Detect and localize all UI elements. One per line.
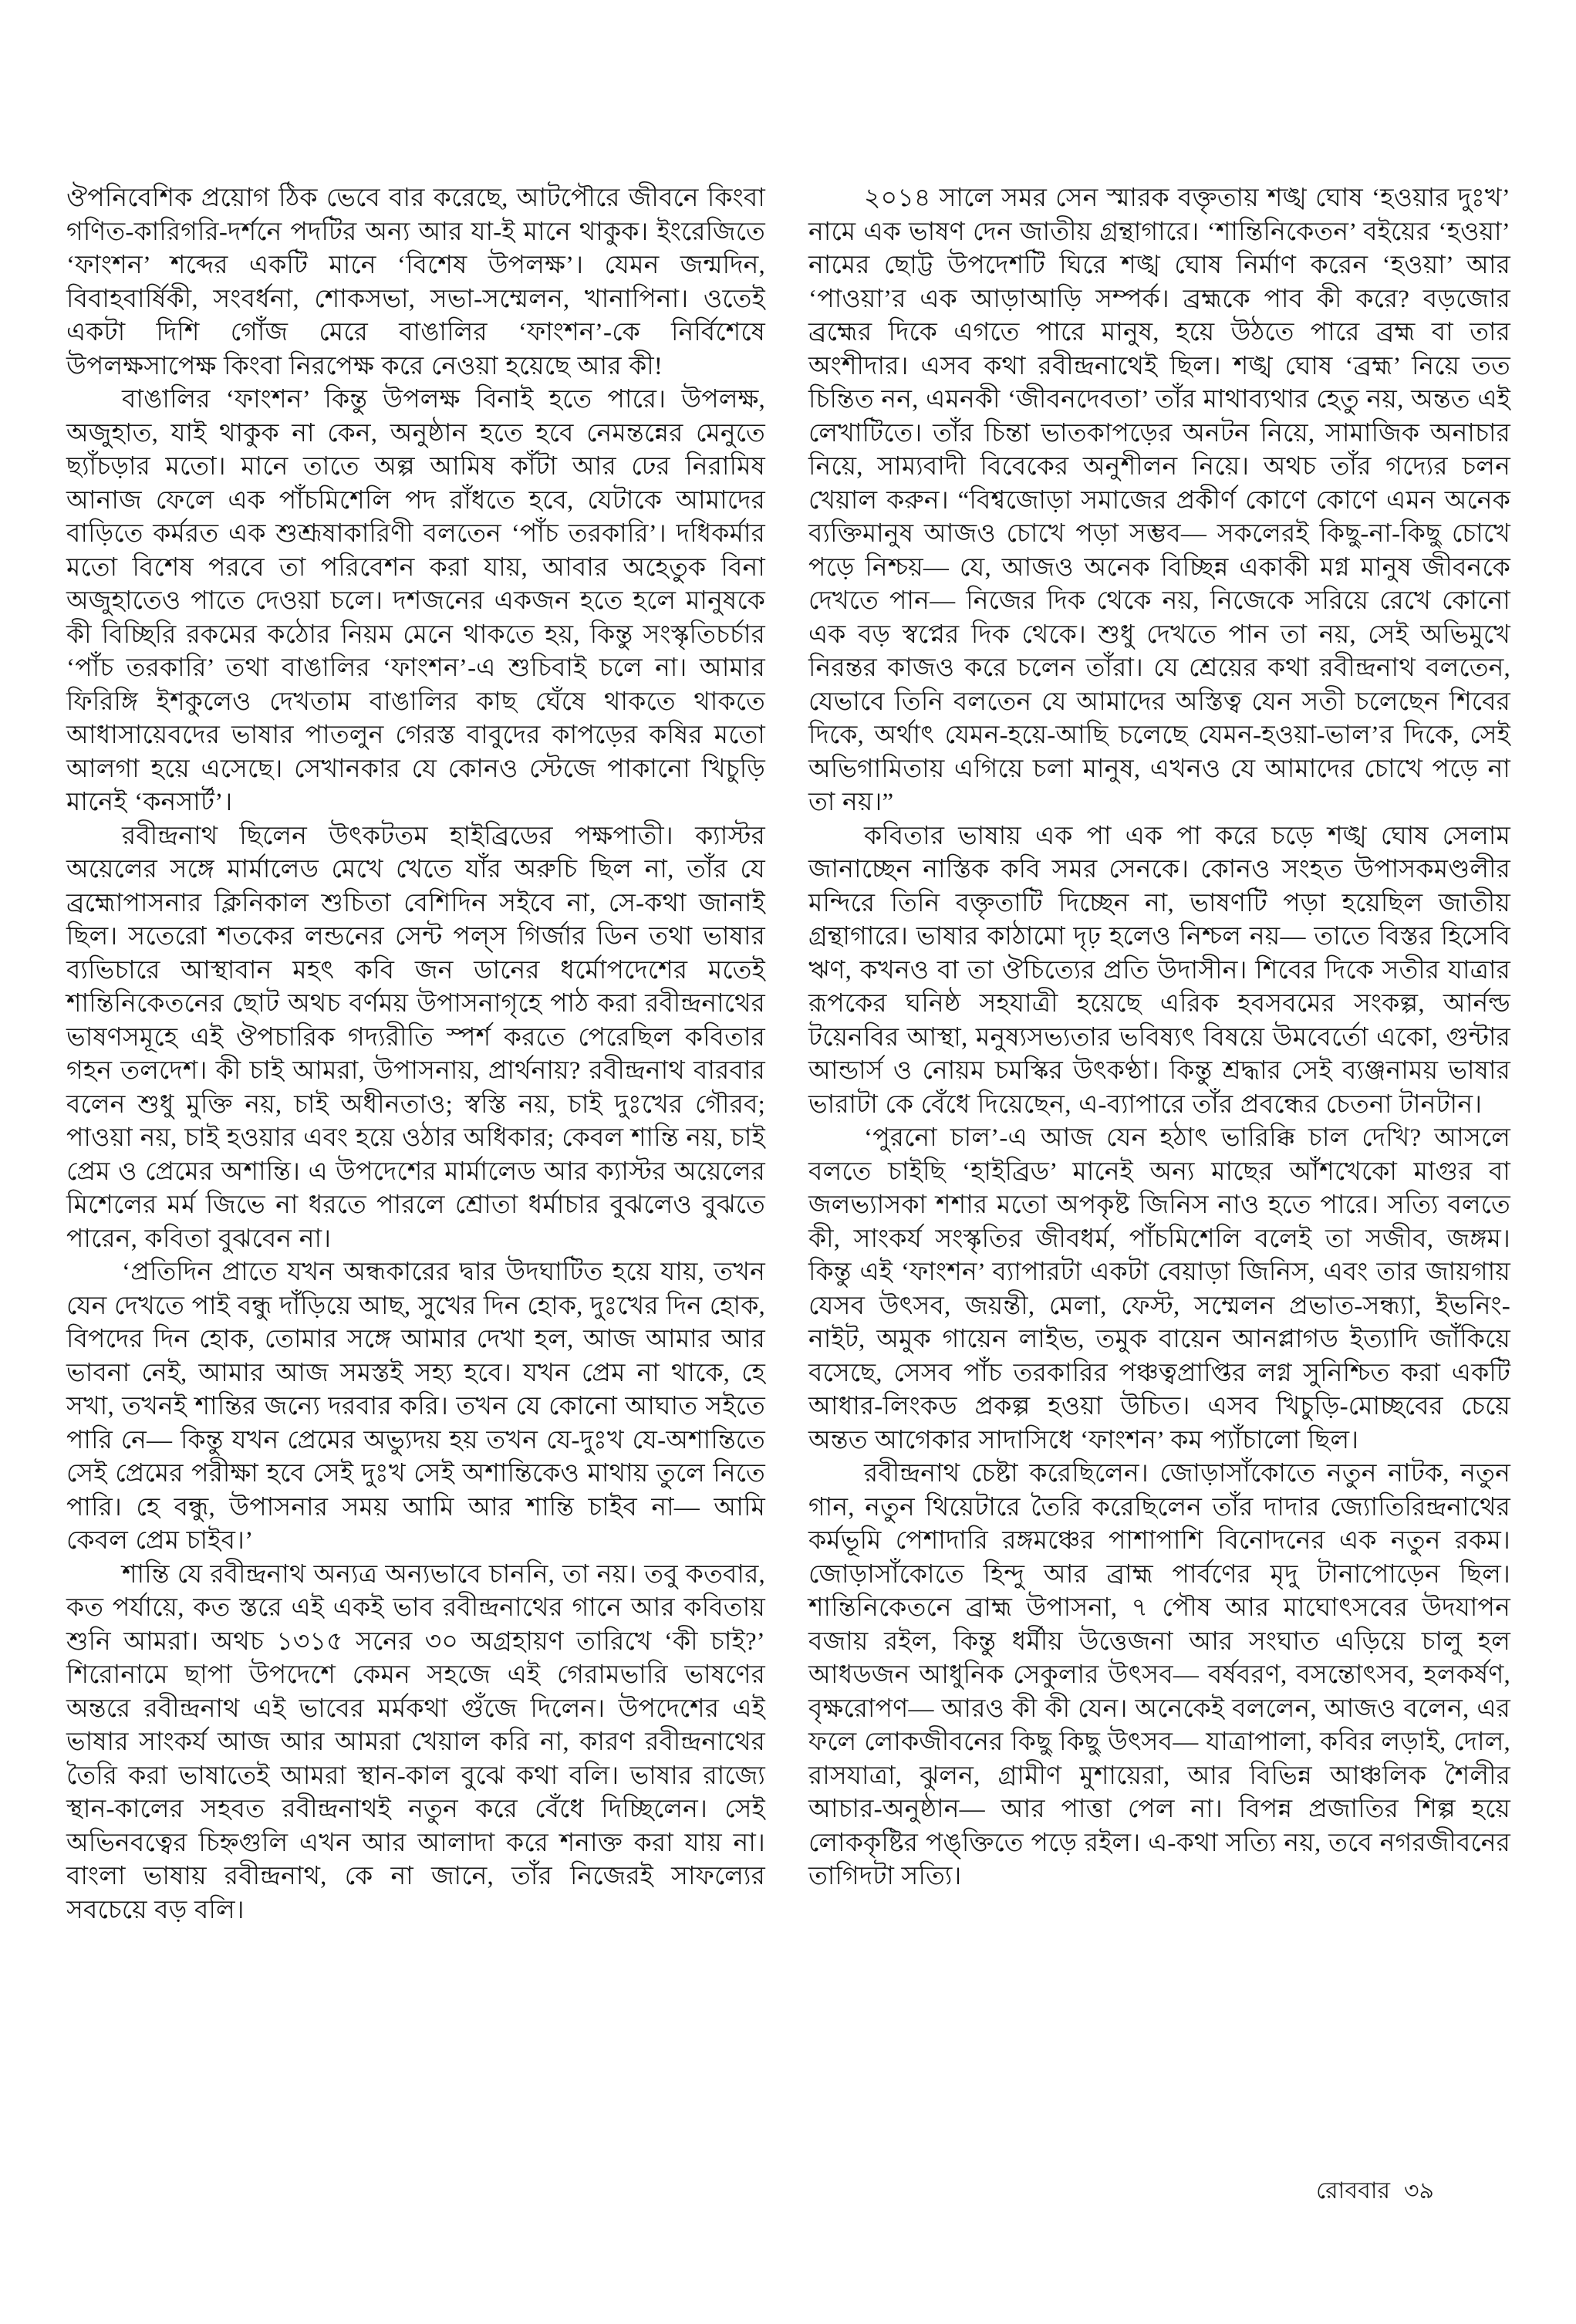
paragraph: বাঙালির ‘ফাংশন’ কিন্তু উপলক্ষ বিনাই হতে পারে। উপলক্ষ, অজুহাত, যাই থাকুক না কেন, অনুষ্ঠান হতে হবে নেমন্তন্নের মেনুতে ছ্যাঁচড়ার মতো। মানে তাতে অল্প আমিষ কাঁটা আর ঢের নিরামিষ আনাজ ফেলে এক পাঁচমিশেলি পদ রাঁধতে হবে, যেটাকে আমাদের বাড়িতে কর্মরত এক শুশ্রূষাকারিণী বলতেন ‘পাঁচ তরকারি’। দধিকর্মার মতো বিশেষ পরবে তা পরিবেশন করা যায়, আবার অহেতুক বিনা অজুহাতেও পাতে দেওয়া চলে। দশজনের একজন হতে হলে মানুষকে কী বিচ্ছিরি রকমের কঠোর নিয়ম মেনে থাকতে হয়, কিন্তু সংস্কৃতিচর্চার ‘পাঁচ তরকারি’ তথা বাঙালির ‘ফাংশন’-এ শুচিবাই চলে না। আমার ফিরিঙ্গি ইশকুলেও দেখতাম বাঙালির কাছ ঘেঁষে থাকতে থাকতে আধাসায়েবদের ভাষার পাতলুন গেরস্ত বাবুদের কাপড়ের কষির মতো আলগা হয়ে এসেছে। সেখানকার যে কোনও স্টেজে পাকানো খিচুড়ি মানেই ‘কনসার্ট’। xyxy=(66,386,765,816)
paragraph: ২০১৪ সালে সমর সেন স্মারক বক্তৃতায় শঙ্খ ঘোষ ‘হওয়ার দুঃখ’ নামে এক ভাষণ দেন জাতীয় গ্রন্থাগারে। ‘শান্তিনিকেতন’ বইয়ের ‘হওয়া’ নামের ছোট্ট উপদেশটি ঘিরে শঙ্খ ঘোষ নির্মাণ করেন ‘হওয়া’ আর ‘পাওয়া’র এক আড়াআড়ি সম্পর্ক। ব্রহ্মকে পাব কী করে? বড়জোর ব্রহ্মের দিকে এগতে পারে মানুষ, হয়ে উঠতে পারে ব্রহ্ম বা তার অংশীদার। এসব কথা রবীন্দ্রনাথেই ছিল। শঙ্খ ঘোষ ‘ব্রহ্ম’ নিয়ে তত চিন্তিত নন, এমনকী ‘জীবনদেবতা’ তাঁর মাথাব্যথার হেতু নয়, অন্তত এই লেখাটিতে। তাঁর চিন্তা ভাতকাপড়ের অনটন নিয়ে, সামাজিক অনাচার নিয়ে, সাম্যবাদী বিবেকের অনুশীলন নিয়ে। অথচ তাঁর গদ্যের চলন খেয়াল করুন। “বিশ্বজোড়া সমাজের প্রকীর্ণ কোণে কোণে এমন অনেক ব্যক্তিমানুষ আজও চোখে পড়া সম্ভব— সকলেরই কিছু-না-কিছু চোখে পড়ে নিশ্চয়— যে, আজও অনেক বিচ্ছিন্ন একাকী মগ্ন মানুষ জীবনকে দেখতে পান— নিজের দিক থেকে নয়, নিজেকে সরিয়ে রেখে কোনো এক বড় স্বপ্নের দিক থেকে। শুধু দেখতে পান তা নয়, সেই অভিমুখে নিরন্তর কাজও করে চলেন তাঁরা। যে শ্রেয়ের কথা রবীন্দ্রনাথ বলতেন, যেভাবে তিনি বলতেন যে আমাদের অস্তিত্ব যেন সতী চলেছেন শিবের দিকে, অর্থাৎ যেমন-হয়ে-আছি চলেছে যেমন-হওয়া-ভাল’র দিকে, সেই অভিগামিতায় এগিয়ে চলা মানুষ, এখনও যে আমাদের চোখে পড়ে না তা নয়।” xyxy=(808,184,1510,816)
right-text-column xyxy=(808,182,1510,1894)
page-number: ৩৯ xyxy=(1403,2178,1434,2204)
left-text-column xyxy=(66,182,765,1927)
magazine-name: রোববার xyxy=(1316,2178,1390,2204)
page-footer xyxy=(1316,2177,1434,2205)
paragraph: কবিতার ভাষায় এক পা এক পা করে চড়ে শঙ্খ ঘোষ সেলাম জানাচ্ছেন নাস্তিক কবি সমর সেনকে। কোনও সংহত উপাসকমণ্ডলীর মন্দিরে তিনি বক্তৃতাটি দিচ্ছেন না, ভাষণটি পড়া হয়েছিল জাতীয় গ্রন্থাগারে। ভাষার কাঠামো দৃঢ় হলেও নিশ্চল নয়— তাতে বিস্তর হিসেবি ঋণ, কখনও বা তা ঔচিত্যের প্রতি উদাসীন। শিবের দিকে সতীর যাত্রার রূপকের ঘনিষ্ঠ সহযাত্রী হয়েছে এরিক হবসবমের সংকল্প, আর্নল্ড টয়েনবির আস্থা, মনুষ্যসভ্যতার ভবিষ্যৎ বিষয়ে উমবের্তো একো, গুন্টার আন্ডার্স ও নোয়ম চমস্কির উৎকণ্ঠা। কিন্তু শ্রদ্ধার সেই ব্যঞ্জনাময় ভাষার ভারাটা কে বেঁধে দিয়েছেন, এ-ব্যাপারে তাঁর প্রবন্ধের চেতনা টানটান। xyxy=(808,822,1510,1119)
paragraph: রবীন্দ্রনাথ চেষ্টা করেছিলেন। জোড়াসাঁকোতে নতুন নাটক, নতুন গান, নতুন থিয়েটারে তৈরি করেছিলেন তাঁর দাদার জ্যোতিরিন্দ্রনাথের কর্মভূমি পেশাদারি রঙ্গমঞ্চের পাশাপাশি বিনোদনের এক নতুন রকম। জোড়াসাঁকোতে হিন্দু আর ব্রাহ্ম পার্বণের মৃদু টানাপোড়েন ছিল। শান্তিনিকেতনে ব্রাহ্ম উপাসনা, ৭ পৌষ আর মাঘোৎসবের উদযাপন বজায় রইল, কিন্তু ধর্মীয় উত্তেজনা আর সংঘাত এড়িয়ে চালু হল আধডজন আধুনিক সেকুলার উৎসব— বর্ষবরণ, বসন্তোৎসব, হলকর্ষণ, বৃক্ষরোপণ— আরও কী কী যেন। অনেকেই বললেন, আজও বলেন, এর ফলে লোকজীবনের কিছু কিছু উৎসব— যাত্রাপালা, কবির লড়াই, দোল, রাসযাত্রা, ঝুলন, গ্রামীণ মুশায়েরা, আর বিভিন্ন আঞ্চলিক শৈলীর আচার-অনুষ্ঠান— আর পাত্তা পেল না। বিপন্ন প্রজাতির শিল্প হয়ে লোককৃষ্টির পঙ্‌ক্তিতে পড়ে রইল। এ-কথা সত্যি নয়, তবে নগরজীবনের তাগিদটা সত্যি। xyxy=(808,1460,1510,1890)
paragraph: শান্তি যে রবীন্দ্রনাথ অন্যত্র অন্যভাবে চাননি, তা নয়। তবু কতবার, কত পর্যায়ে, কত স্তরে এই একই ভাব রবীন্দ্রনাথের গানে আর কবিতায় শুনি আমরা। অথচ ১৩১৫ সনের ৩০ অগ্রহায়ণ তারিখে ‘কী চাই?’ শিরোনামে ছাপা উপদেশে কেমন সহজে এই গেরামভারি ভাষণের অন্তরে রবীন্দ্রনাথ এই ভাবের মর্মকথা গুঁজে দিলেন। উপদেশের এই ভাষার সাংকর্য আজ আর আমরা খেয়াল করি না, কারণ রবীন্দ্রনাথের তৈরি করা ভাষাতেই আমরা স্থান-কাল বুঝে কথা বলি। ভাষার রাজ্যে স্থান-কালের সহবত রবীন্দ্রনাথই নতুন করে বেঁধে দিচ্ছিলেন। সেই অভিনবত্বের চিহ্নগুলি এখন আর আলাদা করে শনাক্ত করা যায় না। বাংলা ভাষায় রবীন্দ্রনাথ, কে না জানে, তাঁর নিজেরই সাফল্যের সবচেয়ে বড় বলি। xyxy=(66,1560,765,1924)
paragraph: ‘পুরনো চাল’-এ আজ যেন হঠাৎ ভারিক্কি চাল দেখি? আসলে বলতে চাইছি ‘হাইব্রিড’ মানেই অন্য মাছের আঁশখেকো মাগুর বা জলভ্যাসকা শশার মতো অপকৃষ্ট জিনিস নাও হতে পারে। সত্যি বলতে কী, সাংকর্য সংস্কৃতির জীবধর্ম, পাঁচমিশেলি বলেই তা সজীব, জঙ্গম। কিন্তু এই ‘ফাংশন’ ব্যাপারটা একটা বেয়াড়া জিনিস, এবং তার জায়গায় যেসব উৎসব, জয়ন্তী, মেলা, ফেস্ট, সম্মেলন প্রভাত-সন্ধ্যা, ইভনিং-নাইট, অমুক গায়েন লাইভ, তমুক বায়েন আনপ্লাগড ইত্যাদি জাঁকিয়ে বসেছে, সেসব পাঁচ তরকারির পঞ্চত্বপ্রাপ্তির লগ্ন সুনিশ্চিত করা একটি আধার-লিংকড প্রকল্প হওয়া উচিত। এসব খিচুড়ি-মোচ্ছবের চেয়ে অন্তত আগেকার সাদাসিধে ‘ফাংশন’ কম প্যাঁচালো ছিল। xyxy=(808,1124,1510,1454)
paragraph: রবীন্দ্রনাথ ছিলেন উৎকটতম হাইব্রিডের পক্ষপাতী। ক্যাস্টর অয়েলের সঙ্গে মার্মালেড মেখে খেতে যাঁর অরুচি ছিল না, তাঁর যে ব্রহ্মোপাসনার ক্লিনিকাল শুচিতা বেশিদিন সইবে না, সে-কথা জানাই ছিল। সতেরো শতকের লন্ডনের সেন্ট পল্‌স গির্জার ডিন তথা ভাষার ব্যভিচারে আস্থাবান মহৎ কবি জন ডানের ধর্মোপদেশের মতেই শান্তিনিকেতনের ছোট অথচ বর্ণময় উপাসনাগৃহে পাঠ করা রবীন্দ্রনাথের ভাষণসমূহে এই ঔপচারিক গদ্যরীতি স্পর্শ করতে পেরেছিল কবিতার গহন তলদেশ। কী চাই আমরা, উপাসনায়, প্রার্থনায়? রবীন্দ্রনাথ বারবার বলেন শুধু মুক্তি নয়, চাই অধীনতাও; স্বস্তি নয়, চাই দুঃখের গৌরব; পাওয়া নয়, চাই হওয়ার এবং হয়ে ওঠার অধিকার; কেবল শান্তি নয়, চাই প্রেম ও প্রেমের অশান্তি। এ উপদেশের মার্মালেড আর ক্যাস্টর অয়েলের মিশেলের মর্ম জিভে না ধরতে পারলে শ্রোতা ধর্মাচার বুঝলেও বুঝতে পারেন, কবিতা বুঝবেন না। xyxy=(66,822,765,1253)
paragraph: ঔপনিবেশিক প্রয়োগ ঠিক ভেবে বার করেছে, আটপৌরে জীবনে কিংবা গণিত-কারিগরি-দর্শনে পদটির অন্য আর যা-ই মানে থাকুক। ইংরেজিতে ‘ফাংশন’ শব্দের একটি মানে ‘বিশেষ উপলক্ষ’। যেমন জন্মদিন, বিবাহবার্ষিকী, সংবর্ধনা, শোকসভা, সভা-সম্মেলন, খানাপিনা। ওতেই একটা দিশি গোঁজ মেরে বাঙালির ‘ফাংশন’-কে নির্বিশেষে উপলক্ষসাপেক্ষ কিংবা নিরপেক্ষ করে নেওয়া হয়েছে আর কী! xyxy=(66,184,765,380)
paragraph: ‘প্রতিদিন প্রাতে যখন অন্ধকারের দ্বার উদঘাটিত হয়ে যায়, তখন যেন দেখতে পাই বন্ধু দাঁড়িয়ে আছ, সুখের দিন হোক, দুঃখের দিন হোক, বিপদের দিন হোক, তোমার সঙ্গে আমার দেখা হল, আজ আমার আর ভাবনা নেই, আমার আজ সমস্তই সহ্য হবে। যখন প্রেম না থাকে, হে সখা, তখনই শান্তির জন্যে দরবার করি। তখন যে কোনো আঘাত সইতে পারি নে— কিন্তু যখন প্রেমের অভ্যুদয় হয় তখন যে-দুঃখ যে-অশান্তিতে সেই প্রেমের পরীক্ষা হবে সেই দুঃখ সেই অশান্তিকেও মাথায় তুলে নিতে পারি। হে বন্ধু, উপাসনার সময় আমি আর শান্তি চাইব না— আমি কেবল প্রেম চাইব।’ xyxy=(66,1258,765,1555)
